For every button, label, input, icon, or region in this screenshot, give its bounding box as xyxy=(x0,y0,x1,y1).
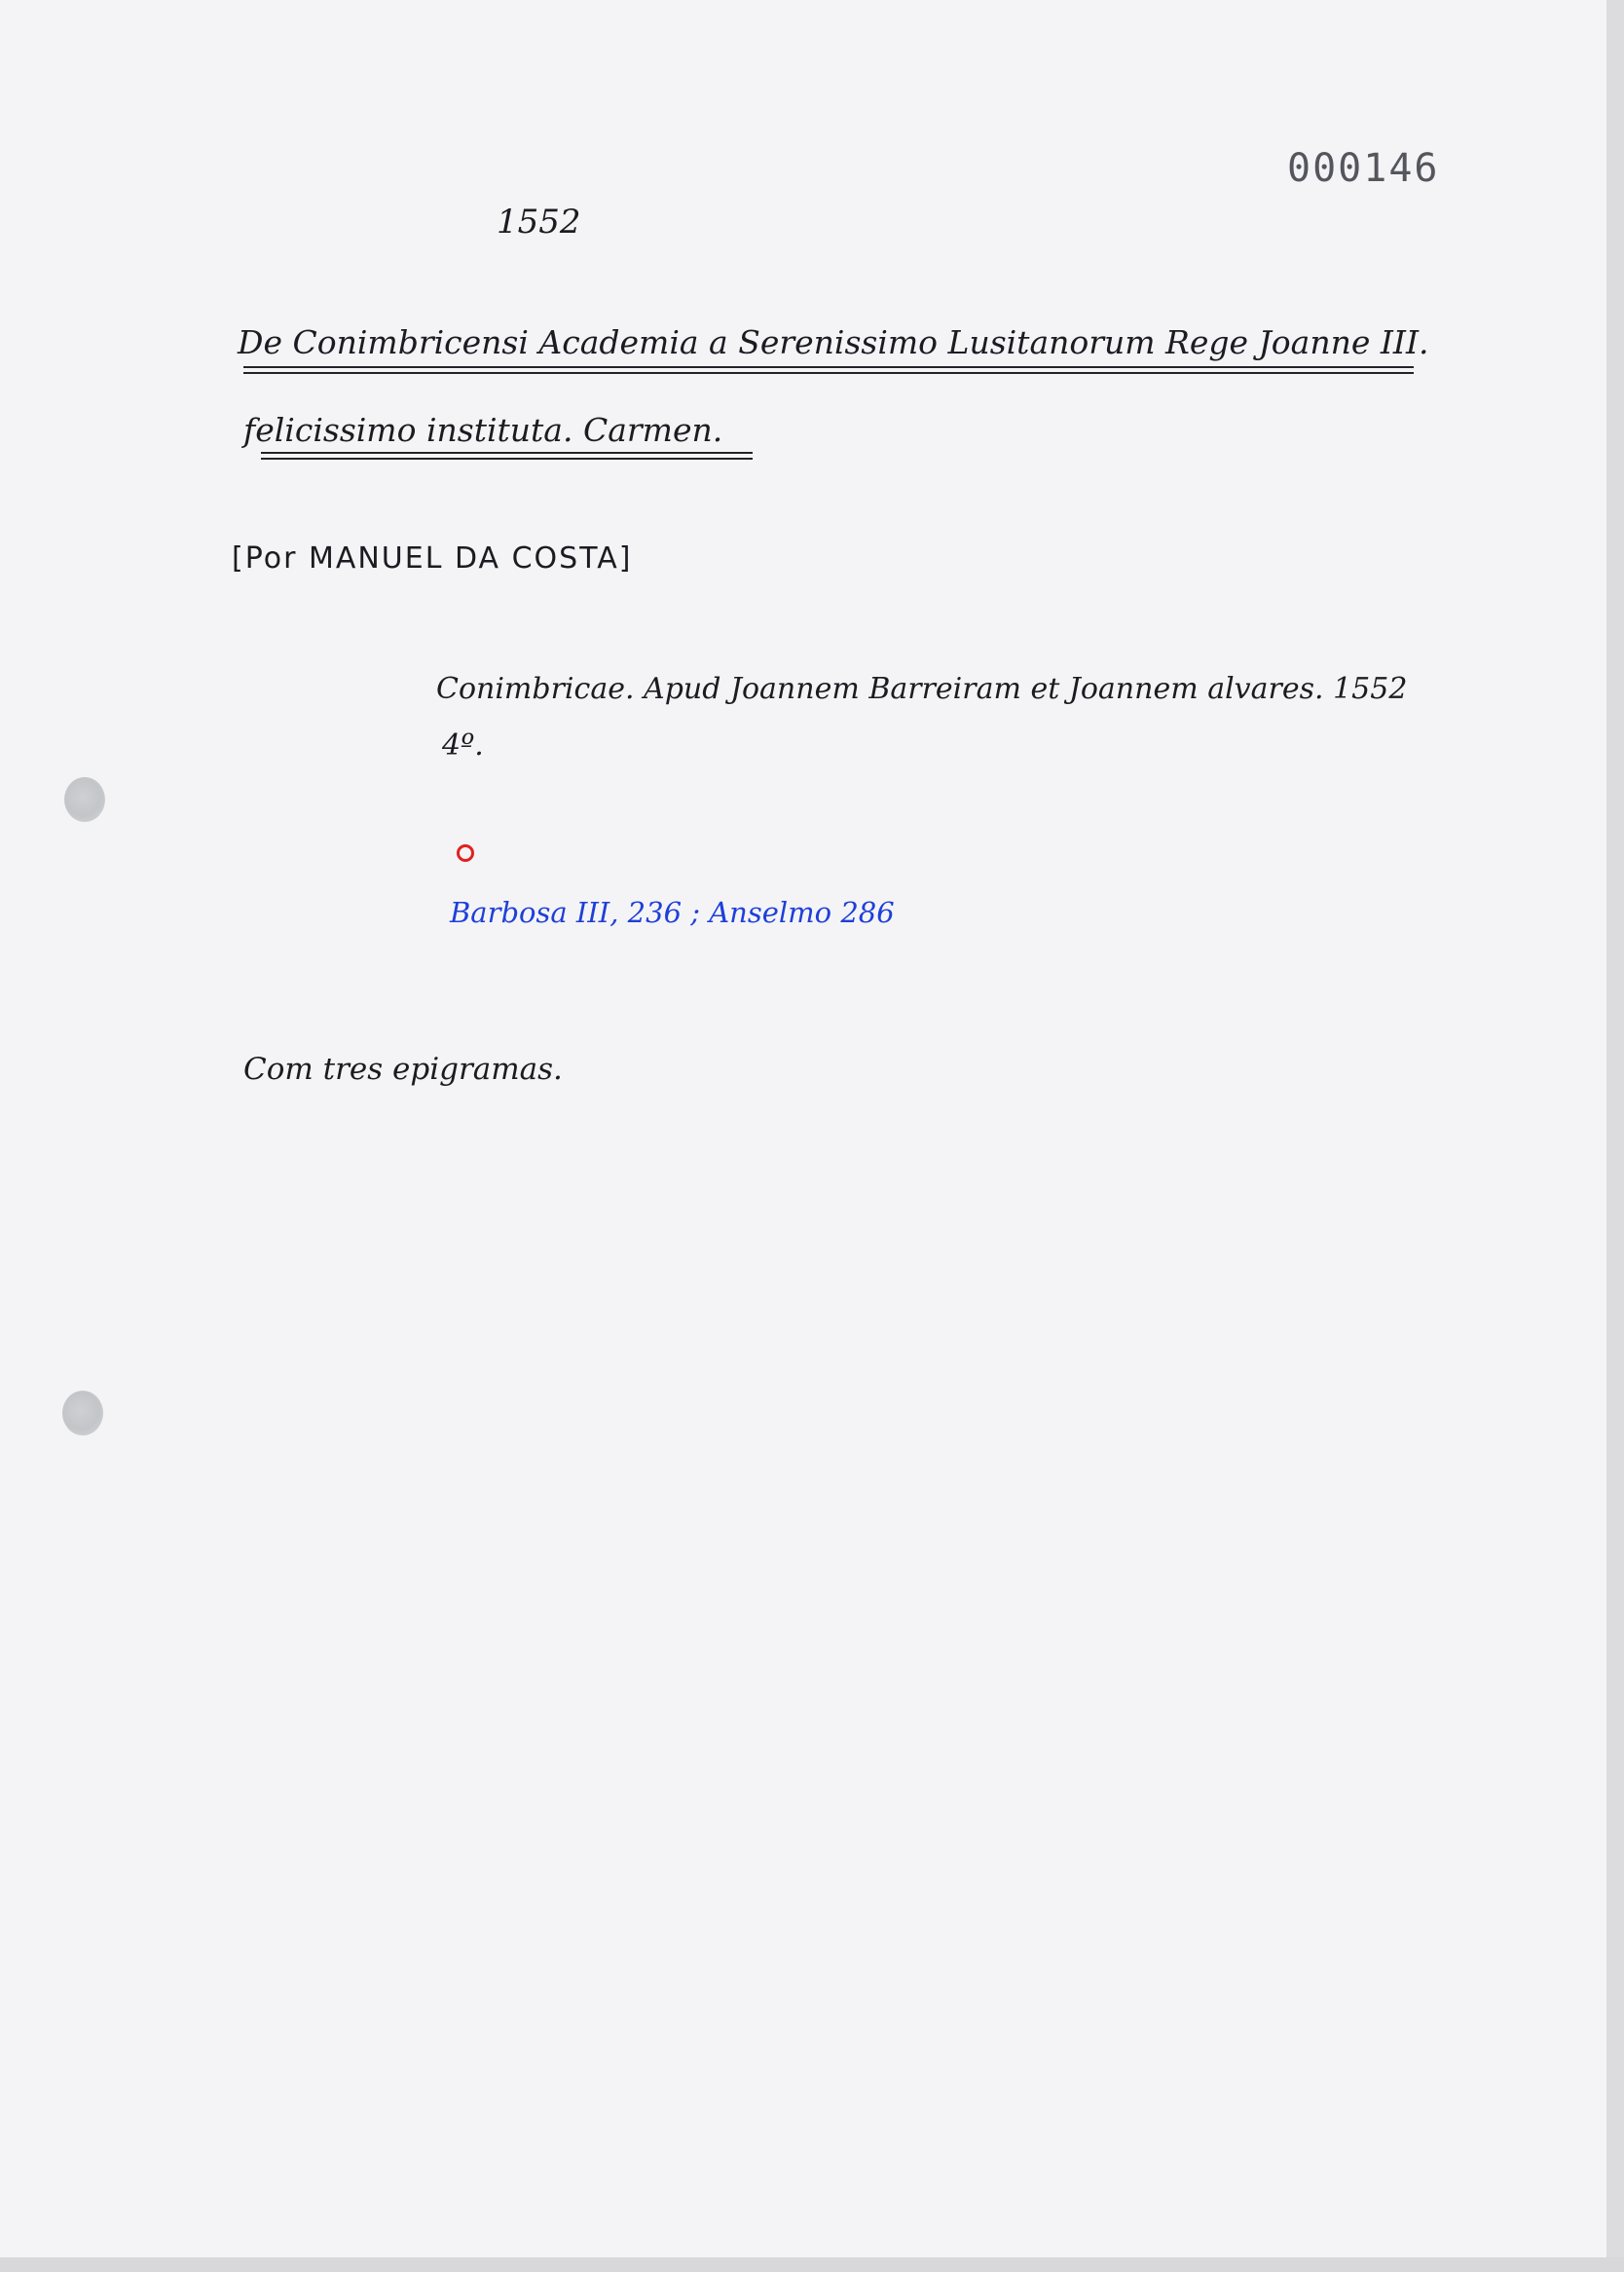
scan-edge-bottom xyxy=(0,2257,1624,2272)
punch-hole-top xyxy=(64,777,105,822)
title-underline-1 xyxy=(243,366,1414,374)
imprint: Conimbricae. Apud Joannem Barreiram et Joannem alvares. 1552 xyxy=(436,672,1408,706)
stamp-number: 000146 xyxy=(1287,146,1440,191)
punch-hole-bottom xyxy=(62,1391,103,1435)
note: Com tres epigramas. xyxy=(243,1052,563,1087)
title-underline-2 xyxy=(261,452,753,460)
format: 4º. xyxy=(442,728,484,763)
author: [Por MANUEL DA COSTA] xyxy=(232,541,633,576)
year: 1552 xyxy=(497,203,581,242)
red-circle-mark xyxy=(457,844,474,862)
title-line-2: felicissimo instituta. Carmen. xyxy=(243,411,723,449)
scan-edge-right xyxy=(1606,0,1624,2272)
references: Barbosa III, 236 ; Anselmo 286 xyxy=(450,896,895,929)
title-line-1: De Conimbricensi Academia a Serenissimo Lusitanorum Rege Joanne III. xyxy=(238,323,1429,361)
